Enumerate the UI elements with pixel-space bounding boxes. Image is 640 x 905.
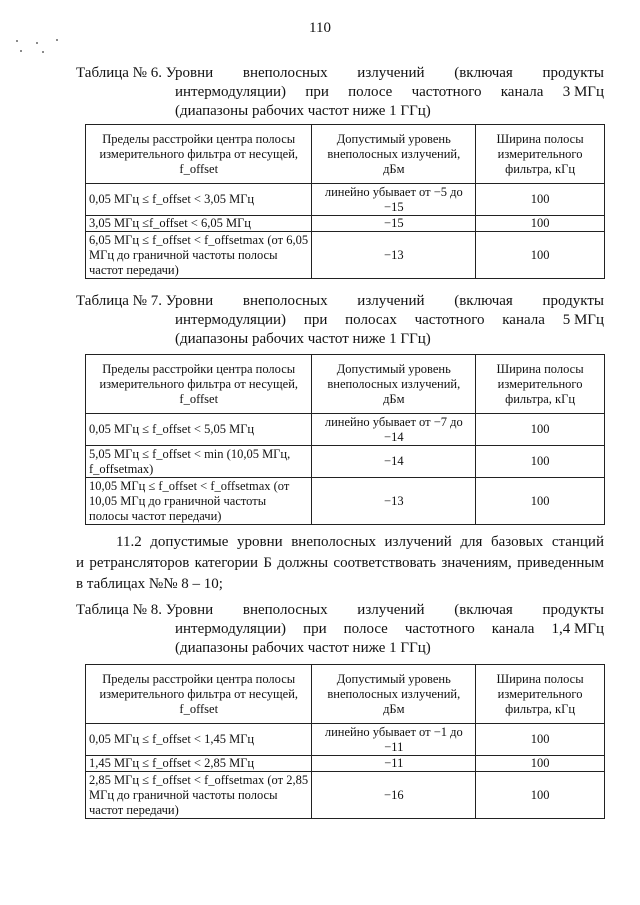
caption-word: Таблица № 6. Уровни xyxy=(76,65,214,81)
caption-line-2 xyxy=(175,311,604,330)
caption-line-3: (диапазоны рабочих частот ниже 1 ГГц) xyxy=(175,640,431,656)
cell-offset: 3,05 МГц ≤f_offset < 6,05 МГц xyxy=(86,216,312,232)
caption-word: полосах xyxy=(345,312,397,328)
caption-word: 1,4 МГц xyxy=(551,621,604,637)
caption-word: внеполосных xyxy=(242,293,328,309)
caption-word: 5 МГц xyxy=(562,312,604,328)
cell-width: 100 xyxy=(476,232,605,279)
cell-offset: 5,05 МГц ≤ f_offset < min (10,05 МГц, f_offsetmax) xyxy=(86,446,312,478)
para-word: излучений xyxy=(384,534,452,550)
caption-word: Таблица № 8. Уровни xyxy=(76,602,214,618)
paragraph-11-2 xyxy=(76,532,604,595)
col-header-width: Ширина полосы измерительного фильтра, кГц xyxy=(476,665,605,724)
para-word: соответствовать xyxy=(333,555,437,571)
table-7-caption xyxy=(76,292,604,349)
para-word: категории xyxy=(194,555,259,571)
cell-width: 100 xyxy=(476,772,605,819)
para-word: уровни xyxy=(237,534,283,550)
caption-word: полосе xyxy=(343,621,388,637)
caption-line-3: (диапазоны рабочих частот ниже 1 ГГц) xyxy=(175,103,431,119)
col-header-offset: Пределы расстройки центра полосы измерительного фильтра от несущей, f_offset xyxy=(86,355,312,414)
para-word: внеполосных xyxy=(291,534,376,550)
cell-offset: 10,05 МГц ≤ f_offset < f_offsetmax (от 10,05 МГц до граничной частоты полосы частот передачи) xyxy=(86,478,312,525)
col-header-level: Допустимый уровень внеполосных излучений, дБм xyxy=(312,125,476,184)
paragraph-line-3: в таблицах №№ 8 – 10; xyxy=(76,576,223,592)
cell-level: −14 xyxy=(312,446,476,478)
caption-line-2 xyxy=(175,620,604,639)
cell-level: −13 xyxy=(312,232,476,279)
caption-word: интермодуляции) xyxy=(175,84,287,100)
caption-word: канала xyxy=(500,84,544,100)
caption-word: частотного xyxy=(404,621,475,637)
cell-width: 100 xyxy=(476,724,605,756)
cell-offset: 6,05 МГц ≤ f_offset < f_offsetmax (от 6,05 МГц до граничной частоты полосы частот передачи) xyxy=(86,232,312,279)
cell-width: 100 xyxy=(476,478,605,525)
cell-offset: 0,05 МГц ≤ f_offset < 3,05 МГц xyxy=(86,184,312,216)
table-header-row xyxy=(86,125,605,184)
col-header-width: Ширина полосы измерительного фильтра, кГц xyxy=(476,355,605,414)
caption-word: продукты xyxy=(542,65,604,81)
caption-line-1 xyxy=(76,601,604,620)
table-8-caption xyxy=(76,601,604,658)
table-6-caption xyxy=(76,64,604,121)
caption-word: Таблица № 7. Уровни xyxy=(76,293,214,309)
cell-level: линейно убывает от −5 до −15 xyxy=(312,184,476,216)
col-header-level: Допустимый уровень внеполосных излучений, дБм xyxy=(312,665,476,724)
caption-word: продукты xyxy=(542,293,604,309)
caption-word: излучений xyxy=(357,65,425,81)
table-header-row xyxy=(86,665,605,724)
table-row xyxy=(86,414,605,446)
table-row xyxy=(86,446,605,478)
caption-word: частотного xyxy=(411,84,482,100)
caption-word: излучений xyxy=(357,602,425,618)
table-row xyxy=(86,184,605,216)
para-word: и xyxy=(76,555,85,571)
table-row xyxy=(86,232,605,279)
caption-word: 3 МГц xyxy=(562,84,604,100)
caption-line-1 xyxy=(76,64,604,83)
table-row xyxy=(86,756,605,772)
caption-word: интермодуляции) xyxy=(175,312,287,328)
col-header-offset: Пределы расстройки центра полосы измерительного фильтра от несущей, f_offset xyxy=(86,125,312,184)
caption-word: канала xyxy=(502,312,545,328)
para-word: базовых xyxy=(490,534,544,550)
caption-word: при xyxy=(305,84,329,100)
caption-word: канала xyxy=(491,621,535,637)
para-word: допустимые xyxy=(150,534,229,550)
table-row xyxy=(86,724,605,756)
caption-word: при xyxy=(303,312,328,328)
col-header-level: Допустимый уровень внеполосных излучений, дБм xyxy=(312,355,476,414)
para-word: станций xyxy=(551,534,604,550)
caption-word: интермодуляции) xyxy=(175,621,287,637)
cell-level: линейно убывает от −1 до −11 xyxy=(312,724,476,756)
caption-word: полосе xyxy=(348,84,393,100)
para-word: для xyxy=(460,534,483,550)
table-row xyxy=(86,478,605,525)
cell-width: 100 xyxy=(476,446,605,478)
paragraph-line-2 xyxy=(76,553,604,574)
caption-line-2 xyxy=(175,83,604,102)
caption-word: (включая xyxy=(454,293,513,309)
caption-word: продукты xyxy=(542,602,604,618)
para-word: Б xyxy=(263,555,272,571)
caption-word: внеполосных xyxy=(242,65,328,81)
cell-offset: 0,05 МГц ≤ f_offset < 1,45 МГц xyxy=(86,724,312,756)
table-header-row xyxy=(86,355,605,414)
cell-offset: 1,45 МГц ≤ f_offset < 2,85 МГц xyxy=(86,756,312,772)
table-7 xyxy=(85,354,605,525)
cell-offset: 2,85 МГц ≤ f_offset < f_offsetmax (от 2,85 МГц до граничной частоты полосы частот передачи) xyxy=(86,772,312,819)
para-word: значениям, xyxy=(441,555,512,571)
para-word: 11.2 xyxy=(116,534,142,550)
para-word: приведенным xyxy=(517,555,604,571)
caption-word: частотного xyxy=(414,312,485,328)
caption-word: при xyxy=(303,621,327,637)
table-row xyxy=(86,216,605,232)
scan-speckles xyxy=(12,36,72,56)
cell-level: −16 xyxy=(312,772,476,819)
caption-word: (включая xyxy=(454,602,513,618)
para-word: ретрансляторов xyxy=(89,555,190,571)
caption-line-3: (диапазоны рабочих частот ниже 1 ГГц) xyxy=(175,331,431,347)
col-header-width: Ширина полосы измерительного фильтра, кГц xyxy=(476,125,605,184)
cell-width: 100 xyxy=(476,216,605,232)
para-word: должны xyxy=(277,555,329,571)
cell-level: линейно убывает от −7 до −14 xyxy=(312,414,476,446)
caption-word: (включая xyxy=(454,65,513,81)
caption-word: излучений xyxy=(357,293,425,309)
table-6 xyxy=(85,124,605,279)
cell-level: −13 xyxy=(312,478,476,525)
cell-level: −15 xyxy=(312,216,476,232)
cell-level: −11 xyxy=(312,756,476,772)
col-header-offset: Пределы расстройки центра полосы измерительного фильтра от несущей, f_offset xyxy=(86,665,312,724)
cell-width: 100 xyxy=(476,184,605,216)
table-8 xyxy=(85,664,605,819)
cell-offset: 0,05 МГц ≤ f_offset < 5,05 МГц xyxy=(86,414,312,446)
page-number: 110 xyxy=(309,20,331,36)
cell-width: 100 xyxy=(476,414,605,446)
cell-width: 100 xyxy=(476,756,605,772)
caption-word: внеполосных xyxy=(242,602,328,618)
table-row xyxy=(86,772,605,819)
caption-line-1 xyxy=(76,292,604,311)
paragraph-line-1 xyxy=(76,532,604,553)
